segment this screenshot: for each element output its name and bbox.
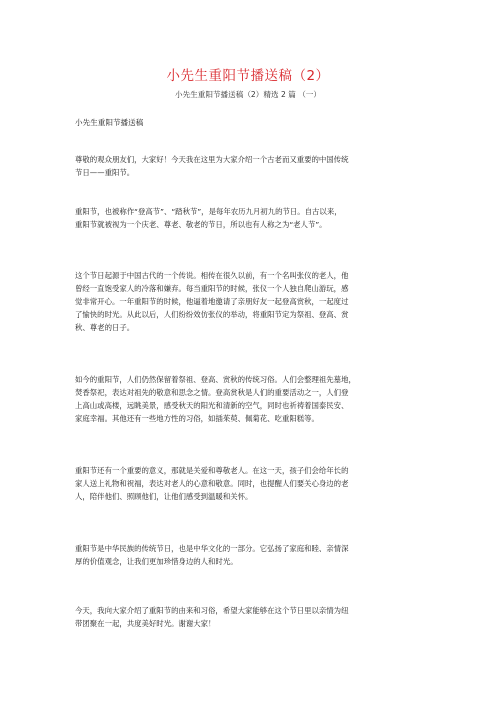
paragraph-line: 如今的重阳节，人们仍然保留着祭祖、登高、赏秋的传统习俗。人们会整理祖先墓地， [75, 375, 356, 384]
paragraph-line: 带团聚在一起，共度美好时光。谢谢大家！ [75, 619, 216, 628]
paragraph-line: 焚香祭祀，表达对祖先的敬意和思念之情。登高赏秋是人们的重要活动之一，人们登 [75, 388, 349, 397]
section-heading: 小先生重阳节播送稿 [75, 118, 144, 127]
paragraph-line: 今天，我向大家介绍了重阳节的由来和习俗，希望大家能够在这个节日里以亲情为纽 [75, 606, 349, 615]
paragraph-line: 秋、尊老的日子。 [75, 323, 135, 332]
paragraph [75, 604, 435, 630]
paragraph-line: 家庭幸福。其他还有一些地方性的习俗，如插茱萸、佩菊花、吃重阳糕等。 [75, 414, 319, 423]
paragraph [75, 205, 435, 231]
paragraph-line: 家人送上礼物和祝福，表达对老人的心意和敬意。同时，也提醒人们要关心身边的老 [75, 479, 349, 488]
paragraph-line: 了愉快的时光。从此以后，人们纷纷效仿张仪的举动，将重阳节定为祭祖、登高、赏 [75, 310, 349, 319]
paragraph-line: 曾经一直饱受家人的冷落和嫌弃。每当重阳节的时候，张仪一个人独自爬山游玩，感 [75, 284, 349, 293]
paragraph-line: 重阳节，也被称作“登高节”、“踏秋节”，是每年农历九月初九的节日。自古以来， [75, 207, 342, 216]
document-subtitle: 小先生重阳节播送稿（2）精选 2 篇 （一） [175, 90, 321, 99]
paragraph-line: 这个节日起源于中国古代的一个传说。相传在很久以前，有一个名叫张仪的老人，他 [75, 271, 349, 280]
paragraph [75, 269, 435, 334]
paragraph-line: 尊敬的观众朋友们，大家好！今天我在这里为大家介绍一个古老而又重要的中国传统 [75, 155, 349, 164]
paragraph-line: 重阳节是中华民族的传统节日，也是中华文化的一部分。它弘扬了家庭和睦、亲情深 [75, 544, 349, 553]
paragraph-line: 重阳节就被视为一个庆老、尊老、敬老的节日，所以也有人称之为“老人节”。 [75, 220, 327, 229]
document-title: 小先生重阳节播送稿（2） [166, 68, 330, 84]
paragraph-line: 厚的价值观念，让我们更加珍惜身边的人和时光。 [75, 557, 238, 566]
paragraph-line: 人，陪伴他们、照顾他们，让他们感受到温暖和关怀。 [75, 492, 253, 501]
paragraph [75, 153, 435, 179]
paragraph [75, 373, 435, 425]
paragraph-line: 上高山或高楼，远眺美景，感受秋天的阳光和清新的空气，同时也祈祷着国泰民安、 [75, 401, 349, 410]
paragraph-line: 节日——重阳节。 [75, 168, 135, 177]
paragraph-line: 重阳节还有一个重要的意义，那就是关爱和尊敬老人。在这一天，孩子们会给年长的 [75, 466, 349, 475]
paragraph [75, 542, 435, 568]
paragraph-line: 觉非常开心。一年重阳节的时候，他逼着地邀请了亲朋好友一起登高赏秋，一起度过 [75, 297, 349, 306]
paragraph [75, 464, 435, 503]
